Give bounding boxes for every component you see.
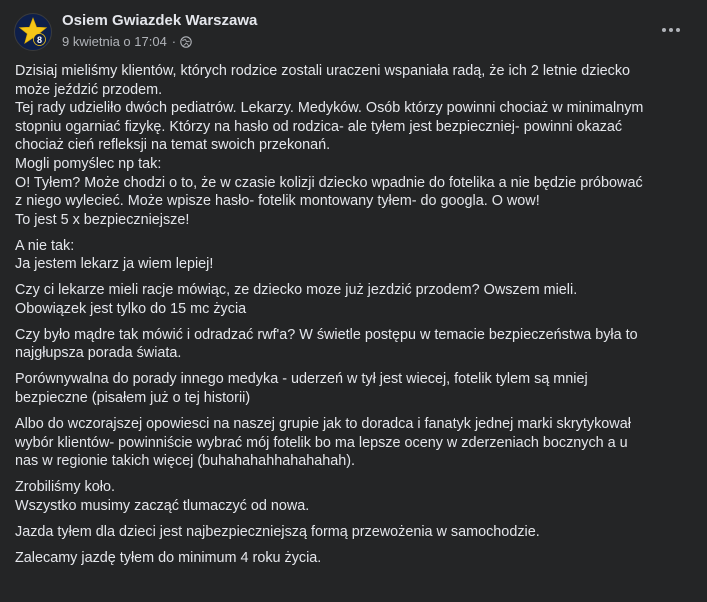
- star-8-logo-icon: [15, 14, 51, 50]
- post-text-line: Mogli pomyślec np tak:: [15, 155, 162, 172]
- post-text-line: z niego wylecieć. Może wpisze hasło- fotelik montowany tyłem- do googla. O wow!: [15, 193, 540, 210]
- post-paragraph: [15, 62, 693, 229]
- avatar-badge: 8: [36, 35, 43, 45]
- post-text-line: stopniu ogarniać fizykę. Którzy na hasło od rodzica- ale tyłem jest bezpieczniej- powinni okazać: [15, 118, 623, 135]
- post-text-line: Wszystko musimy zacząć tlumaczyć od nowa.: [15, 497, 310, 514]
- post-header: [0, 0, 707, 62]
- more-dot: [669, 28, 673, 32]
- post-text-line: nas w regionie takich więcej (buhahahahhahahahah).: [15, 453, 356, 470]
- post-text-line: najgłupsza porada świata.: [15, 345, 182, 362]
- post-text-line: bezpieczne (pisałem już o tej historii): [15, 390, 251, 407]
- post-meta: [62, 34, 192, 49]
- post-text-line: wybór klientów- powinniście wybrać mój fotelik bo ma lepsze oceny w zderzeniach bocznych a u: [15, 434, 628, 451]
- post-paragraph: [15, 415, 693, 471]
- post-paragraph: [15, 478, 693, 515]
- post-text-line: Czy ci lekarze mieli racje mówiąc, ze dziecko moze już jezdzić przodem? Owszem mieli.: [15, 282, 578, 299]
- post-text-line: Dzisiaj mieliśmy klientów, których rodzice zostali uraczeni wspaniała radą, że ich 2 letnie dziecko: [15, 63, 631, 79]
- post-text-line: może jeździć przodem.: [15, 81, 163, 98]
- post-text-line: Czy było mądre tak mówić i odradzać rwf'a? W świetle postępu w temacie bezpieczeństwa była to: [15, 326, 638, 343]
- more-options-icon[interactable]: [653, 18, 689, 42]
- post-paragraph: [15, 523, 693, 542]
- post-text-line: Zalecamy jazdę tyłem do minimum 4 roku życia.: [15, 549, 322, 566]
- page-name-link[interactable]: Osiem Gwiazdek Warszawa: [62, 12, 258, 29]
- post-date-link[interactable]: 9 kwietnia o 17:04: [62, 34, 167, 49]
- globe-icon[interactable]: [180, 36, 192, 48]
- more-dot: [676, 28, 680, 32]
- post-text-line: A nie tak:: [15, 237, 75, 254]
- post-paragraph: [15, 370, 693, 407]
- post-paragraph: [15, 237, 693, 274]
- post-text-line: Porównywalna do porady innego medyka - uderzeń w tył jest wiecej, fotelik tylem są mniej: [15, 371, 588, 388]
- post-text-line: Albo do wczorajszej opowiesci na naszej grupie jak to doradca i fanatyk jednej marki skrytykował: [15, 416, 631, 433]
- post-body: [15, 62, 693, 575]
- meta-separator: ·: [171, 34, 177, 49]
- post-text-line: Tej rady udzieliło dwóch pediatrów. Lekarzy. Medyków. Osób którzy powinni chociaż w minimalnym: [15, 100, 644, 117]
- post-paragraph: [15, 326, 693, 363]
- post-text-line: To jest 5 x bezpieczniejsze!: [15, 211, 190, 228]
- post-paragraph: [15, 549, 693, 568]
- post-text-line: O! Tyłem? Może chodzi o to, że w czasie kolizji dziecko wpadnie do fotelika a nie będzie próbować: [15, 174, 643, 191]
- post-paragraph: [15, 281, 693, 318]
- post-text-line: Ja jestem lekarz ja wiem lepiej!: [15, 256, 214, 273]
- post-text-line: Jazda tyłem dla dzieci jest najbezpieczniejszą formą przewożenia w samochodzie.: [15, 523, 540, 540]
- page-avatar[interactable]: [14, 13, 52, 51]
- post-text-line: Obowiązek jest tylko do 15 mc życia: [15, 300, 247, 317]
- more-dot: [662, 28, 666, 32]
- post-text-line: chociaż cień refleksji na temat swoich przekonań.: [15, 137, 331, 154]
- post-text-line: Zrobiliśmy koło.: [15, 479, 115, 496]
